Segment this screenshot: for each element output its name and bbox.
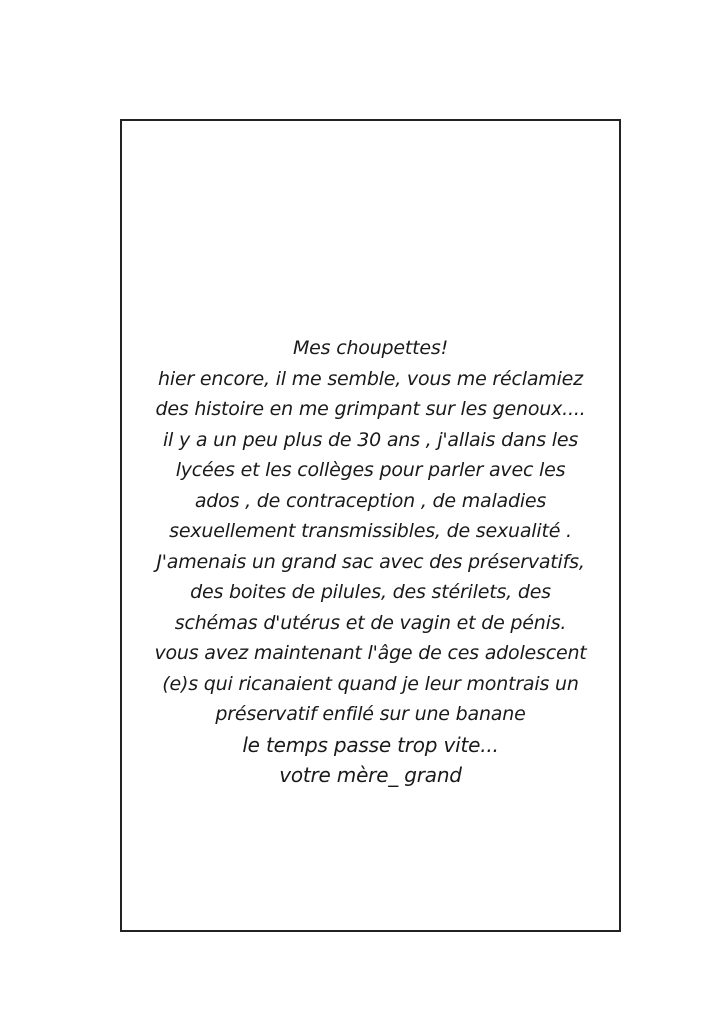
text-line: des boites de pilules, des stérilets, des (190, 581, 551, 603)
text-line: hier encore, il me semble, vous me réclamiez (158, 367, 583, 390)
text-line: J'amenais un grand sac avec des préservatifs, (156, 550, 585, 573)
text-line: des histoire en me grimpant sur les genoux.... (155, 398, 586, 420)
closing-line: le temps passe trop vite... (242, 732, 499, 757)
text-line: ados , de contraception , de maladies (194, 489, 547, 512)
text-line: vous avez maintenant l'âge de ces adolescent (154, 642, 587, 664)
text-line: il y a un peu plus de 30 ans , j'allais dans les (162, 428, 579, 451)
note-text (122, 333, 619, 791)
greeting-line: Mes choupettes! (292, 337, 449, 359)
note-card (120, 119, 621, 932)
text-line: sexuellement transmissibles, de sexualité . (169, 520, 572, 542)
text-line: (e)s qui ricanaient quand je leur montrais un (162, 672, 579, 695)
text-line: préservatif enfilé sur une banane (215, 703, 526, 725)
signature-line: votre mère_ grand (279, 763, 462, 787)
text-line: lycées et les collèges pour parler avec les (175, 459, 566, 481)
text-line: schémas d'utérus et de vagin et de pénis. (174, 611, 567, 634)
